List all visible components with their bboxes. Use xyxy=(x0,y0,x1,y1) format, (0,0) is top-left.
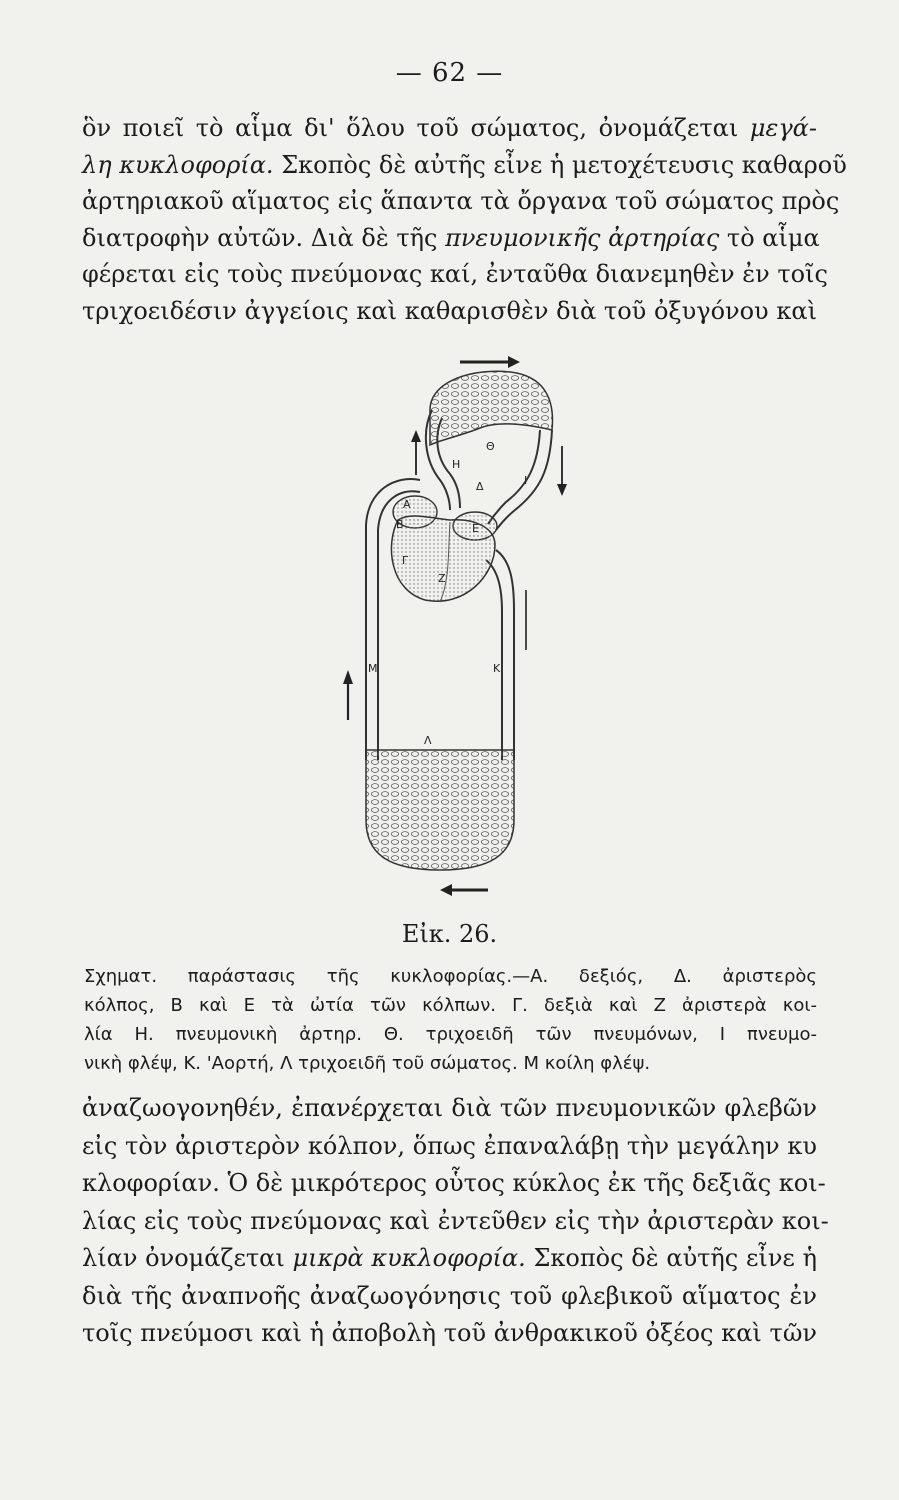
page-number: — 62 — xyxy=(395,58,504,88)
text-line: ὃν ποιεῖ τὸ αἷμα δι' ὅλου τοῦ σώματος, ὀνομάζεται μεγά- xyxy=(82,114,817,142)
label-i: I xyxy=(524,474,528,487)
text-line: διατροφὴν αὐτῶν. Διὰ δὲ τῆς πνευμονικῆς ἀρτηρίας τὸ αἷμα xyxy=(82,223,820,252)
arrow-up-icon xyxy=(343,670,353,720)
label-k: K xyxy=(493,662,501,675)
heart xyxy=(391,496,497,602)
text-line: κλοφορίαν. Ὁ δὲ μικρότερος οὗτος κύκλος ἐκ τῆς δεξιᾶς κοι- xyxy=(82,1169,826,1197)
label-z: Z xyxy=(438,572,446,585)
caption-line: νικὴ φλέψ, Κ. 'Αορτή, Λ τριχοειδῆ τοῦ σώματος. Μ κοίλη φλέψ. xyxy=(84,1053,651,1074)
text-line: τοῖς πνεύμοσι καὶ ἡ ἀποβολὴ τοῦ ἀνθρακικοῦ ὀξέος καὶ τῶν xyxy=(82,1319,817,1347)
circulation-diagram-svg xyxy=(300,350,600,910)
text-line: ἀρτηριακοῦ αἵματος εἰς ἅπαντα τὰ ὄργανα τοῦ σώματος πρὸς xyxy=(82,187,840,215)
circulation-diagram xyxy=(300,350,600,910)
label-b: B xyxy=(396,518,404,531)
figure-caption xyxy=(84,962,817,1078)
text-line: φέρεται εἰς τοὺς πνεύμονας καί, ἐνταῦθα διανεμηθὲν ἐν τοῖς xyxy=(82,260,828,288)
arrow-left-icon xyxy=(440,884,488,896)
text-line: διὰ τῆς ἀναπνοῆς ἀναζωογόνησις τοῦ φλεβικοῦ αἵματος ἐν xyxy=(82,1281,817,1310)
arrow-right-icon xyxy=(460,356,520,368)
caption-line: Σχηματ. παράστασις τῆς κυκλοφορίας.—Α. δεξιός, Δ. ἀριστερὸς xyxy=(84,966,817,987)
text-line: λη κυκλοφορία. Σκοπὸς δὲ αὐτῆς εἶνε ἡ μετοχέτευσις καθαροῦ xyxy=(82,150,847,179)
figure-label: Εἰκ. 26. xyxy=(401,920,498,948)
arrow-up-icon xyxy=(411,430,421,475)
top-paragraph xyxy=(82,110,847,329)
bottom-paragraph xyxy=(82,1090,829,1353)
caption-line: κόλπος, Β καὶ Ε τὰ ὠτία τῶν κόλπων. Γ. δεξιὰ καὶ Ζ ἀριστερὰ κοι- xyxy=(84,995,817,1016)
body-capillaries xyxy=(366,750,514,870)
text-line: λίαν ὀνομάζεται μικρὰ κυκλοφορία. Σκοπὸς δὲ αὐτῆς εἶνε ἡ xyxy=(82,1244,817,1272)
label-m: M xyxy=(368,662,378,675)
text-line: λίας εἰς τοὺς πνεύμονας καὶ ἐντεῦθεν εἰς τὴν ἀριστερὰν κοι- xyxy=(82,1206,829,1235)
label-a: A xyxy=(403,498,411,511)
label-e: E xyxy=(472,522,479,535)
text-line: τριχοειδέσιν ἀγγείοις καὶ καθαρισθὲν διὰ τοῦ ὀξυγόνου καὶ xyxy=(82,296,817,325)
label-theta: Θ xyxy=(486,440,495,453)
text-line: εἰς τὸν ἀριστερὸν κόλπον, ὅπως ἐπαναλάβῃ τὴν μεγάλην κυ xyxy=(82,1131,817,1160)
label-delta: Δ xyxy=(476,480,484,493)
label-gamma: Γ xyxy=(402,554,409,567)
label-lambda: Λ xyxy=(424,734,432,747)
lung-capillaries xyxy=(430,371,553,445)
text-line: ἀναζωογονηθέν, ἐπανέρχεται διὰ τῶν πνευμονικῶν φλεβῶν xyxy=(82,1094,817,1122)
arrow-down-icon xyxy=(557,446,567,496)
caption-line: λία Η. πνευμονικὴ ἀρτηρ. Θ. τριχοειδῆ τῶν πνευμόνων, Ι πνευμο- xyxy=(84,1024,817,1045)
label-h: H xyxy=(452,458,461,471)
